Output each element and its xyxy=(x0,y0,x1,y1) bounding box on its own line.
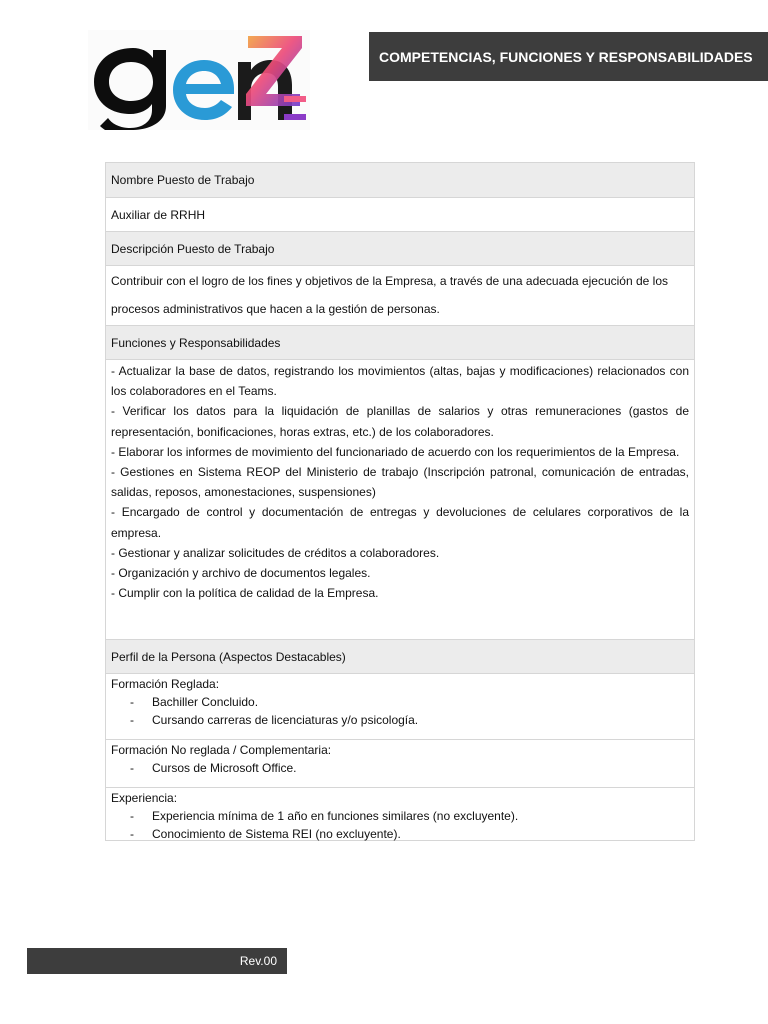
function-item: - Organización y archivo de documentos legales. xyxy=(111,566,371,581)
function-item: - Elaborar los informes de movimiento del funcionariado de acuerdo con los requerimientos de la Empresa. xyxy=(111,444,680,459)
job-name-value: Auxiliar de RRHH xyxy=(106,197,694,231)
company-logo xyxy=(88,30,310,130)
function-item: - Verificar los datos para la liquidación de planillas de salarios y otras remuneraciones (gastos de representación, bonificaciones, horas extras, etc.) de los colaboradores. xyxy=(111,404,689,439)
function-item: - Cumplir con la política de calidad de la Empresa. xyxy=(111,586,379,601)
experience-section xyxy=(106,787,694,840)
profile-header: Perfil de la Persona (Aspectos Destacables) xyxy=(106,639,694,673)
experience-title: Experiencia: xyxy=(111,791,178,805)
list-item: - Experiencia mínima de 1 año en funciones similares (no excluyente). xyxy=(111,807,689,825)
list-item: - Cursos de Microsoft Office. xyxy=(111,759,689,777)
function-item: - Gestionar y analizar solicitudes de créditos a colaboradores. xyxy=(111,545,440,560)
list-item: - Cursando carreras de licenciaturas y/o psicología. xyxy=(111,711,689,729)
document-title-banner xyxy=(369,32,768,81)
functions-header: Funciones y Responsabilidades xyxy=(106,325,694,359)
functions-list xyxy=(106,359,694,639)
revision-footer xyxy=(27,948,287,974)
list-item: - Bachiller Concluido. xyxy=(111,693,689,711)
job-description-table xyxy=(105,162,695,841)
function-item: - Encargado de control y documentación de entregas y devoluciones de celulares corporativos de la empresa. xyxy=(111,505,689,540)
complementary-education-title: Formación No reglada / Complementaria: xyxy=(111,743,332,757)
function-item: - Gestiones en Sistema REOP del Ministerio de trabajo (Inscripción patronal, comunicación de entradas, salidas, reposos, amonestaciones, suspensiones) xyxy=(111,465,689,500)
document-title: COMPETENCIAS, FUNCIONES Y RESPONSABILIDADES xyxy=(379,48,753,65)
list-item: - Conocimiento de Sistema REI (no excluyente). xyxy=(111,825,689,843)
formal-education-title: Formación Reglada: xyxy=(111,677,220,691)
complementary-education-section xyxy=(106,739,694,787)
job-description-value: Contribuir con el logro de los fines y objetivos de la Empresa, a través de una adecuada ejecución de los procesos administrativos que hacen a la gestión de personas. xyxy=(106,265,694,325)
job-description-header: Descripción Puesto de Trabajo xyxy=(106,231,694,265)
job-name-header: Nombre Puesto de Trabajo xyxy=(106,163,694,197)
function-item: - Actualizar la base de datos, registrando los movimientos (altas, bajas y modificaciones) relacionados con los colaboradores en el Teams. xyxy=(111,364,689,399)
revision-label: Rev.00 xyxy=(239,954,277,968)
formal-education-section xyxy=(106,673,694,739)
